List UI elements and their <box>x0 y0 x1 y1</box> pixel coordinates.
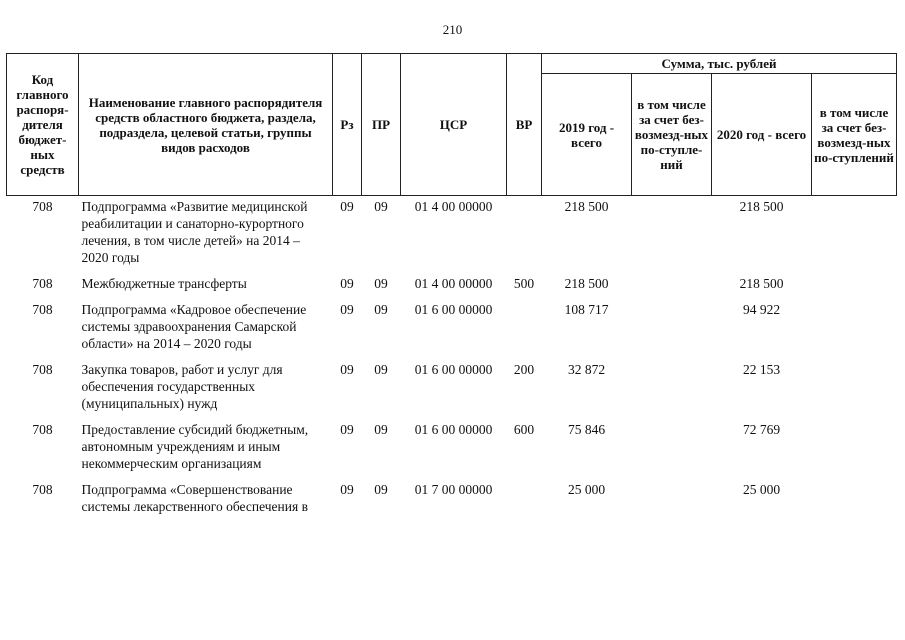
cell-code: 708 <box>32 422 53 437</box>
cell-code: 708 <box>32 302 53 317</box>
cell-csr: 01 6 00 00000 <box>414 302 493 317</box>
cell-rz: 09 <box>340 422 354 437</box>
table-row <box>7 359 897 419</box>
cell-2019-total: 218 500 <box>564 199 609 214</box>
table-row <box>7 479 897 522</box>
table-row <box>7 273 897 299</box>
cell-rz: 09 <box>340 362 354 377</box>
header-csr: ЦСР <box>401 54 507 196</box>
cell-vr: 200 <box>513 362 535 377</box>
header-2019-total: 2019 год - всего <box>542 74 632 196</box>
table-row <box>7 299 897 359</box>
cell-2020-free <box>812 273 897 299</box>
cell-pr: 09 <box>374 276 388 291</box>
cell-2019-free <box>632 299 712 359</box>
header-2020-free: в том числе за счет без-возмезд-ных по-ступлений <box>812 74 897 196</box>
header-2020-total: 2020 год - всего <box>712 74 812 196</box>
cell-2019-free <box>632 359 712 419</box>
cell-2020-total: 218 500 <box>739 276 784 291</box>
cell-code: 708 <box>32 362 53 377</box>
cell-rz: 09 <box>340 199 354 214</box>
cell-2020-free <box>812 196 897 274</box>
cell-csr: 01 4 00 00000 <box>414 276 493 291</box>
header-rz: Рз <box>333 54 362 196</box>
cell-2020-total: 94 922 <box>742 302 781 317</box>
cell-name: Подпрограмма «Развитие медицинской реабилитации и санаторно-курортного лечения, в том числе детей» на 2014 – 2020 годы <box>81 199 308 265</box>
cell-pr: 09 <box>374 302 388 317</box>
cell-code: 708 <box>32 482 53 497</box>
cell-2019-total: 32 872 <box>567 362 606 377</box>
cell-name: Межбюджетные трансферты <box>81 276 247 291</box>
cell-pr: 09 <box>374 362 388 377</box>
cell-rz: 09 <box>340 276 354 291</box>
cell-vr <box>507 196 542 274</box>
cell-2020-free <box>812 479 897 522</box>
budget-table <box>6 53 897 522</box>
cell-pr: 09 <box>374 482 388 497</box>
cell-pr: 09 <box>374 422 388 437</box>
cell-2019-free <box>632 196 712 274</box>
header-code: Код главного распоря-дителя бюджет-ных средств <box>7 54 79 196</box>
table-row <box>7 196 897 274</box>
cell-2020-total: 218 500 <box>739 199 784 214</box>
cell-2020-free <box>812 299 897 359</box>
cell-vr: 600 <box>513 422 535 437</box>
cell-pr: 09 <box>374 199 388 214</box>
cell-vr: 500 <box>513 276 535 291</box>
cell-2019-free <box>632 273 712 299</box>
cell-2020-total: 72 769 <box>742 422 781 437</box>
table-header <box>7 54 897 196</box>
cell-name: Подпрограмма «Кадровое обеспечение системы здравоохранения Самарской области» на 2014 – 2020 годы <box>81 302 307 351</box>
cell-rz: 09 <box>340 482 354 497</box>
cell-csr: 01 6 00 00000 <box>414 362 493 377</box>
cell-code: 708 <box>32 276 53 291</box>
cell-2019-total: 25 000 <box>567 482 606 497</box>
cell-2019-total: 108 717 <box>564 302 609 317</box>
cell-2019-total: 218 500 <box>564 276 609 291</box>
table-row <box>7 419 897 479</box>
cell-vr <box>507 299 542 359</box>
header-sum: Сумма, тыс. рублей <box>542 54 897 74</box>
header-2019-free: в том числе за счет без-возмезд-ных по-ступле-ний <box>632 74 712 196</box>
cell-vr <box>507 479 542 522</box>
cell-2019-total: 75 846 <box>567 422 606 437</box>
cell-2019-free <box>632 479 712 522</box>
cell-2019-free <box>632 419 712 479</box>
header-pr: ПР <box>362 54 401 196</box>
cell-csr: 01 6 00 00000 <box>414 422 493 437</box>
header-vr: ВР <box>507 54 542 196</box>
cell-code: 708 <box>32 199 53 214</box>
cell-name: Закупка товаров, работ и услуг для обеспечения государственных (муниципальных) нужд <box>81 362 283 411</box>
cell-2020-free <box>812 359 897 419</box>
cell-2020-free <box>812 419 897 479</box>
header-name: Наименование главного распорядителя средств областного бюджета, раздела, подраздела, целевой статьи, группы видов расходов <box>79 54 333 196</box>
cell-2020-total: 22 153 <box>742 362 781 377</box>
cell-2020-total: 25 000 <box>742 482 781 497</box>
cell-rz: 09 <box>340 302 354 317</box>
page-number: 210 <box>442 22 463 37</box>
cell-name: Подпрограмма «Совершенствование системы лекарственного обеспечения в <box>81 482 308 514</box>
cell-name: Предоставление субсидий бюджетным, автономным учреждениям и иным некоммерческим организациям <box>81 422 309 471</box>
cell-csr: 01 4 00 00000 <box>414 199 493 214</box>
cell-csr: 01 7 00 00000 <box>414 482 493 497</box>
